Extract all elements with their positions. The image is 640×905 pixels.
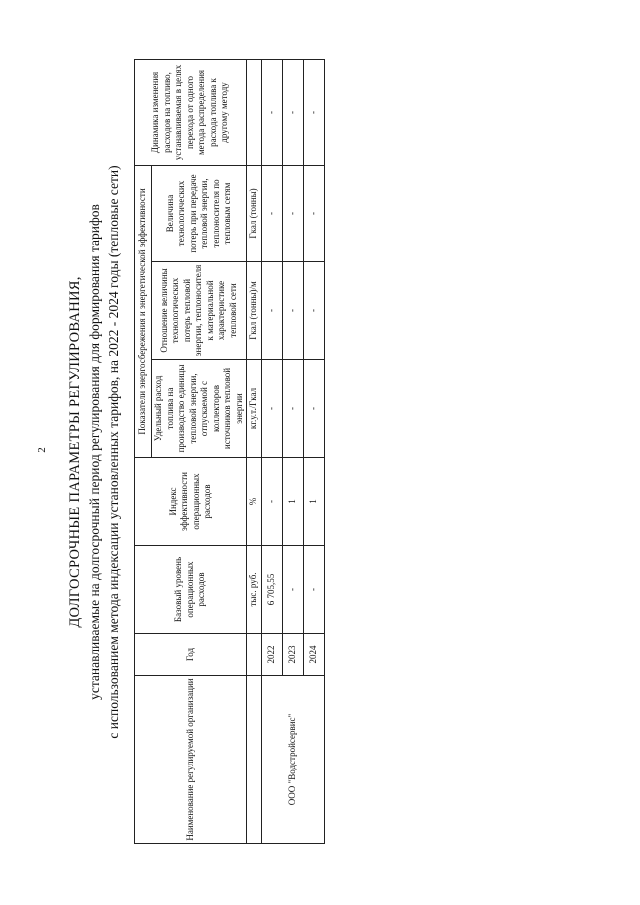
header-fuel-dynamics: Динамика изменения расходов на топливо, устанавливаемая в целях перехода от одного метода распределения расхода топлива к другому методу: [135, 59, 247, 165]
table-header-row: [135, 59, 152, 843]
cell-year: 2022: [262, 634, 283, 676]
header-loss-value: Величина технологических потерь при передаче тепловой энергии, теплоносителя по тепловым сетям: [152, 165, 247, 261]
cell-fuel-dynamics: -: [304, 59, 325, 165]
document-title: ДОЛГОСРОЧНЫЕ ПАРАМЕТРЫ РЕГУЛИРОВАНИЯ,: [67, 276, 83, 628]
unit-loss-ratio: Гкал (тонны)/м: [247, 262, 262, 360]
cell-specific-fuel: -: [283, 360, 304, 458]
cell-specific-fuel: -: [262, 360, 283, 458]
cell-loss-value: -: [304, 165, 325, 261]
document-heading: [65, 57, 127, 847]
cell-loss-ratio: -: [283, 262, 304, 360]
cell-base-level: 6 705,55: [262, 546, 283, 634]
parameters-table: [134, 59, 325, 844]
cell-base-level: -: [283, 546, 304, 634]
unit-org-name: [247, 676, 262, 844]
header-base-level: Базовый уровень операционных расходов: [135, 546, 247, 634]
cell-fuel-dynamics: -: [283, 59, 304, 165]
unit-base-level: тыс. руб.: [247, 546, 262, 634]
unit-year: [247, 634, 262, 676]
cell-fuel-dynamics: -: [262, 59, 283, 165]
unit-specific-fuel: кг.у.т./Гкал: [247, 360, 262, 458]
cell-year: 2024: [304, 634, 325, 676]
document-subtitle-2: с использованием метода индексации установленных тарифов, на 2022 - 2024 годы (тепловые сети): [106, 165, 121, 739]
document-subtitle-1: устанавливаемые на долгосрочный период регулирования для формирования тарифов: [87, 204, 102, 700]
header-year: Год: [135, 634, 247, 676]
cell-efficiency-index: -: [262, 458, 283, 546]
header-energy-group: Показатели энергосбережения и энергетической эффективности: [135, 165, 152, 457]
cell-loss-value: -: [262, 165, 283, 261]
unit-efficiency-index: %: [247, 458, 262, 546]
header-specific-fuel: Удельный расход топлива на производство единицы тепловой энергии, отпускаемой с коллекторов источников тепловой энергии: [152, 360, 247, 458]
unit-fuel-dynamics: [247, 59, 262, 165]
cell-efficiency-index: 1: [304, 458, 325, 546]
cell-loss-ratio: -: [262, 262, 283, 360]
landscape-content: [65, 57, 335, 847]
organization-name: ООО "Водстройсервис": [262, 676, 325, 844]
cell-base-level: -: [304, 546, 325, 634]
cell-specific-fuel: -: [304, 360, 325, 458]
cell-loss-value: -: [283, 165, 304, 261]
header-efficiency-index: Индекс эффективности операционных расходов: [135, 458, 247, 546]
cell-loss-ratio: -: [304, 262, 325, 360]
page-number: 2: [36, 447, 48, 453]
cell-efficiency-index: 1: [283, 458, 304, 546]
unit-loss-value: Гкал (тонны): [247, 165, 262, 261]
cell-year: 2023: [283, 634, 304, 676]
header-loss-ratio: Отношение величины технологических потерь тепловой энергии, теплоносителя к материальной характеристике тепловой сети: [152, 262, 247, 360]
header-org-name: Наименование регулируемой организации: [135, 676, 247, 844]
table-units-row: [247, 59, 262, 843]
table-row: [262, 59, 283, 843]
